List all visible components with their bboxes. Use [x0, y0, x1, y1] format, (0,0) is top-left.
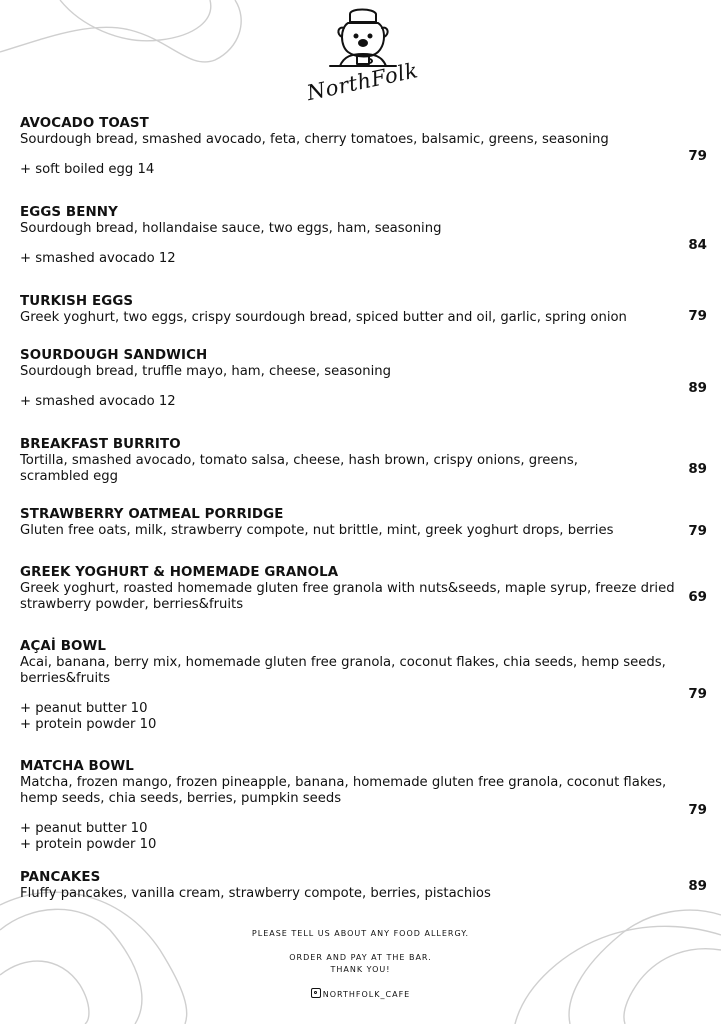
item-description: Greek yoghurt, two eggs, crispy sourdough bread, spiced butter and oil, garlic, spring onion [20, 310, 627, 325]
instagram-icon [311, 988, 321, 998]
item-name: GREEK YOGHURT & HOMEMADE GRANOLA [20, 565, 339, 580]
item-name: EGGS BENNY [20, 205, 118, 220]
item-price: 84 [688, 238, 707, 253]
item-name: SOURDOUGH SANDWICH [20, 348, 208, 363]
item-price: 79 [688, 524, 707, 539]
menu-item-strawberry-oatmeal-porridge [20, 507, 710, 539]
instagram-handle[interactable]: NORTHFOLK_CAFE [322, 990, 411, 999]
item-name: AVOCADO TOAST [20, 116, 149, 131]
item-extra: + smashed avocado 12 [20, 251, 176, 266]
item-price: 89 [688, 381, 707, 396]
item-extra: + protein powder 10 [20, 837, 157, 852]
item-price: 89 [688, 462, 707, 477]
item-name: BREAKFAST BURRITO [20, 437, 181, 452]
item-price: 79 [688, 309, 707, 324]
item-description: Gluten free oats, milk, strawberry compote, nut brittle, mint, greek yoghurt drops, berries [20, 523, 614, 538]
item-description: Sourdough bread, smashed avocado, feta, cherry tomatoes, balsamic, greens, seasoning [20, 132, 609, 147]
item-description: Acai, banana, berry mix, homemade gluten free granola, coconut flakes, chia seeds, hemp seeds, berries&fruits [20, 655, 666, 686]
item-name: PANCAKES [20, 870, 101, 885]
item-description: Sourdough bread, hollandaise sauce, two eggs, ham, seasoning [20, 221, 442, 236]
menu-item-matcha-bowl [20, 759, 710, 853]
menu-item-acai-bowl [20, 639, 710, 733]
menu-item-eggs-benny [20, 205, 710, 267]
item-name: AÇAİ BOWL [20, 639, 106, 654]
item-description: Sourdough bread, truffle mayo, ham, cheese, seasoning [20, 364, 391, 379]
item-price: 79 [688, 687, 707, 702]
menu-item-greek-yoghurt-granola [20, 565, 710, 613]
item-extra: + peanut butter 10 [20, 821, 148, 836]
item-extra: + protein powder 10 [20, 717, 157, 732]
item-description: Greek yoghurt, roasted homemade gluten free granola with nuts&seeds, maple syrup, freeze dried strawberry powder, berries&fruits [20, 581, 675, 612]
item-description: Fluffy pancakes, vanilla cream, strawberry compote, berries, pistachios [20, 886, 491, 901]
item-name: MATCHA BOWL [20, 759, 134, 774]
item-price: 79 [688, 149, 707, 164]
menu-item-avocado-toast [20, 116, 710, 178]
instagram-handle-row[interactable] [0, 988, 721, 1000]
item-extra: + smashed avocado 12 [20, 394, 176, 409]
order-notice: ORDER AND PAY AT THE BAR. [289, 953, 432, 962]
menu-item-breakfast-burrito [20, 437, 710, 485]
item-description: Matcha, frozen mango, frozen pineapple, banana, homemade gluten free granola, coconut flakes, hemp seeds, chia seeds, berries, pumpkin seeds [20, 775, 667, 806]
item-extra: + soft boiled egg 14 [20, 162, 155, 177]
thank-you-note: THANK YOU! [330, 965, 391, 974]
item-name: STRAWBERRY OATMEAL PORRIDGE [20, 507, 284, 522]
allergy-notice: PLEASE TELL US ABOUT ANY FOOD ALLERGY. [251, 929, 470, 938]
item-description: Tortilla, smashed avocado, tomato salsa, cheese, hash brown, crispy onions, greens, scrambled egg [20, 453, 578, 484]
menu-item-sourdough-sandwich [20, 348, 710, 410]
item-price: 69 [688, 590, 707, 605]
item-extra: + peanut butter 10 [20, 701, 148, 716]
item-name: TURKISH EGGS [20, 294, 134, 309]
brand-logo-text: NorthFolk [304, 58, 421, 106]
item-price: 89 [688, 879, 707, 894]
menu-item-turkish-eggs [20, 294, 710, 326]
item-price: 79 [688, 803, 707, 818]
menu-item-pancakes [20, 870, 710, 902]
